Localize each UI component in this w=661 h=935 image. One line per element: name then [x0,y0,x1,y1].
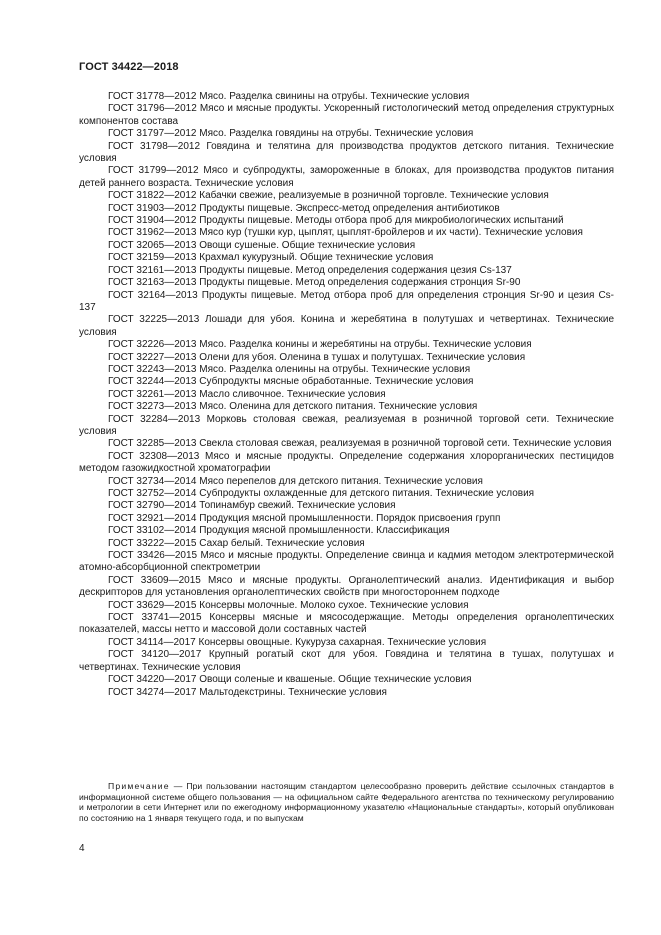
reference-item: ГОСТ 31798—2012 Говядина и телятина для производства продуктов детского питания. Технические условия [79,140,614,165]
reference-item: ГОСТ 34114—2017 Консервы овощные. Кукуруза сахарная. Технические условия [108,636,487,648]
document-header: ГОСТ 34422—2018 [79,61,179,73]
reference-item: ГОСТ 32308—2013 Мясо и мясные продукты. Определение содержания хлорорганических пестицидов методом газожидкостной хроматографии [79,450,614,475]
reference-item: ГОСТ 31799—2012 Мясо и субпродукты, замороженные в блоках, для производства продуктов питания детей раннего возраста. Технические условия [79,165,614,189]
references-list [79,91,614,699]
note-label: Примечание [108,781,170,791]
reference-item: ГОСТ 33222—2015 Сахар белый. Технические условия [108,537,365,549]
page-number: 4 [79,843,85,854]
reference-item: ГОСТ 31797—2012 Мясо. Разделка говядины на отрубы. Технические условия [108,128,474,140]
reference-item: ГОСТ 34274—2017 Мальтодекстрины. Технические условия [108,686,387,698]
reference-item: ГОСТ 31903—2012 Продукты пищевые. Экспресс-метод определения антибиотиков [108,202,500,214]
reference-item: ГОСТ 31904—2012 Продукты пищевые. Методы отбора проб для микробиологических испытаний [108,215,564,227]
reference-item: ГОСТ 32065—2013 Овощи сушеные. Общие технические условия [108,239,416,251]
reference-item: ГОСТ 33102—2014 Продукция мясной промышленности. Классификация [108,525,450,537]
reference-item: ГОСТ 32159—2013 Крахмал кукурузный. Общие технические условия [108,252,434,264]
reference-item: ГОСТ 33741—2015 Консервы мясные и мясосодержащие. Методы определения органолептических показателей, массы нетто и массовой доли составных частей [79,612,614,636]
reference-item: ГОСТ 32226—2013 Мясо. Разделка конины и жеребятины на отрубы. Технические условия [108,339,532,351]
note-text: — При пользовании настоящим стандартом целесообразно проверить действие ссылочных стандартов в информационной системе общего пользования — на официальном сайте Федерального агентства по техническому регулированию и метрологии в сети Интернет или по ежегодному информационному указателю «Национальные стандарты», который опубликован по состоянию на 1 января текущего года, и по выпускам [79,781,614,823]
note-block [79,781,614,823]
reference-item: ГОСТ 32244—2013 Субпродукты мясные обработанные. Технические условия [108,376,474,388]
reference-item: ГОСТ 32921—2014 Продукция мясной промышленности. Порядок присвоения групп [108,512,501,524]
reference-item: ГОСТ 34220—2017 Овощи соленые и квашеные. Общие технические условия [108,674,472,686]
reference-item: ГОСТ 32161—2013 Продукты пищевые. Метод определения содержания цезия Cs-137 [108,264,512,276]
reference-item: ГОСТ 33629—2015 Консервы молочные. Молоко сухое. Технические условия [108,599,469,611]
reference-item: ГОСТ 32285—2013 Свекла столовая свежая, реализуемая в розничной торговой сети. Технические условия [108,438,612,450]
reference-item: ГОСТ 32273—2013 Мясо. Оленина для детского питания. Технические условия [108,401,478,413]
reference-item: ГОСТ 32163—2013 Продукты пищевые. Метод определения содержания стронция Sr-90 [108,277,521,289]
reference-item: ГОСТ 32225—2013 Лошади для убоя. Конина и жеребятина в полутушах и четвертинах. Технические условия [79,314,614,338]
reference-item: ГОСТ 32790—2014 Топинамбур свежий. Технические условия [108,500,396,512]
reference-item: ГОСТ 31796—2012 Мясо и мясные продукты. Ускоренный гистологический метод определения структурных компонентов состава [79,103,614,127]
reference-item: ГОСТ 33426—2015 Мясо и мясные продукты. Определение свинца и кадмия методом электротермической атомно-абсорбционной спектрометрии [79,550,614,574]
reference-item: ГОСТ 31962—2013 Мясо кур (тушки кур, цыплят, цыплят-бройлеров и их части). Технические условия [108,227,583,239]
reference-item: ГОСТ 32243—2013 Мясо. Разделка оленины на отрубы. Технические условия [108,363,471,375]
reference-item: ГОСТ 32227—2013 Олени для убоя. Оленина в тушах и полутушах. Технические условия [108,351,526,363]
reference-item: ГОСТ 31778—2012 Мясо. Разделка свинины на отрубы. Технические условия [108,91,470,102]
reference-item: ГОСТ 34120—2017 Крупный рогатый скот для убоя. Говядина и телятина в тушах, полутушах и четвертинах. Технические условия [79,649,614,673]
reference-item: ГОСТ 32284—2013 Морковь столовая свежая, реализуемая в розничной торговой сети. Технические условия [79,413,614,437]
reference-item: ГОСТ 32752—2014 Субпродукты охлажденные для детского питания. Технические условия [108,488,535,499]
reference-item: ГОСТ 32164—2013 Продукты пищевые. Метод отбора проб для определения стронция Sr-90 и цезия Cs-137 [79,289,614,313]
reference-item: ГОСТ 31822—2012 Кабачки свежие, реализуемые в розничной торговле. Технические условия [108,190,549,202]
reference-item: ГОСТ 32734—2014 Мясо перепелов для детского питания. Технические условия [108,475,483,487]
reference-item: ГОСТ 33609—2015 Мясо и мясные продукты. Органолептический анализ. Идентификация и выбор дескрипторов для установления органолептических свойств при многостороннем подходе [79,574,614,599]
reference-item: ГОСТ 32261—2013 Масло сливочное. Технические условия [108,388,386,400]
